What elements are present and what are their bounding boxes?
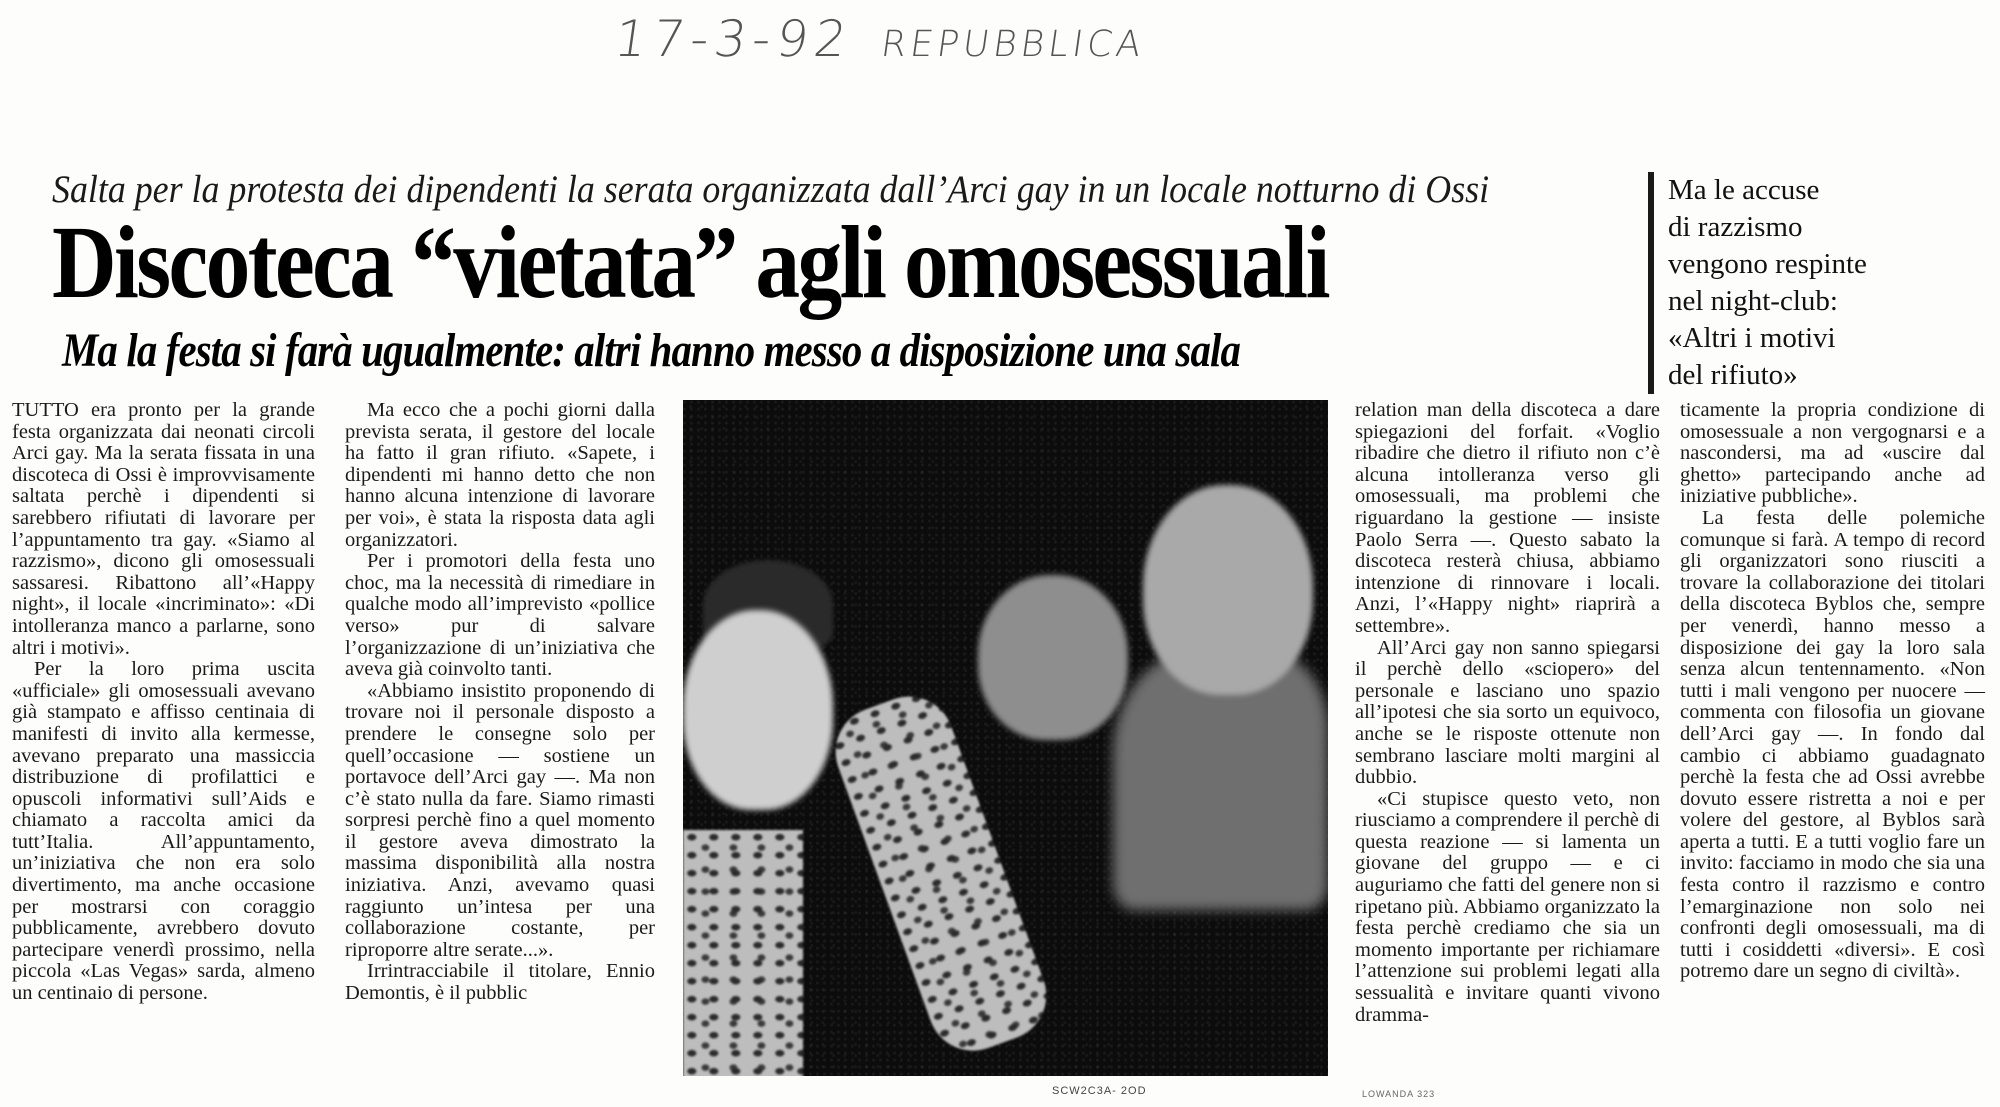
paragraph: «Abbiamo insistito proponendo di trovare noi il personale disposto a prendere le consegne solo per quell’occasione — sostiene un portavoce dell’Arci gay —. Ma non c’è stato nulla da fare. Siamo rimasti sorpresi perchè fino a quel momento il gestore aveva dimostrato la massima disponibilità alla nostra iniziativa. Anzi, avevamo quasi raggiunto un’intesa per una collaborazione costante, per riproporre altre serate...». (345, 679, 655, 961)
pull-quote-line: «Altri i motivi (1668, 322, 1836, 354)
photo-leopard-print-body (683, 830, 803, 1076)
paragraph: TUTTO era pronto per la grande festa organizzata dai neonati circoli Arci gay. Ma la serata fissata in una discoteca di Ossi è improvvisamente saltata perchè i dipendenti si sarebbero rifiutati di lavorare per l’appuntamento tra gay. «Siamo al razzismo», dicono gli omosessuali sassaresi. Ribattono all’«Happy night», il locale «incriminato»: «Di intolleranza manco a parlarne, sono altri i motivi». (12, 399, 315, 659)
annotation-date: 17-3-92 (610, 10, 857, 68)
article-column-1 (12, 400, 315, 1005)
pull-quote-line: vengono respinte (1668, 248, 1867, 280)
pull-quote-line: del rifiuto» (1668, 359, 1798, 391)
paragraph: relation man della discoteca a dare spiegazioni del forfait. «Voglio ribadire che dietro il rifiuto non c’è alcuna intolleranza verso gli omosessuali, ma problemi che riguardano la gestione — insiste Paolo Serra —. Questo sabato la discoteca resterà chiusa, abbiamo intenzione di rinnovare i locali. Anzi, l’«Happy night» riaprirà a settembre». (1355, 399, 1660, 637)
photo-code: SCW2C3A- 2OD (1052, 1085, 1147, 1097)
article-column-2 (345, 400, 655, 1005)
paragraph: Per i promotori della festa uno choc, ma la necessità di rimediare in qualche modo all’imprevisto «pollice verso» pur di salvare l’organizzazione di un’iniziativa che aveva già coinvolto tanti. (345, 550, 655, 681)
footer-mark: LOWANDA 323 (1362, 1089, 1436, 1099)
paragraph: ticamente la propria condizione di omosessuale a non vergognarsi e a nascondersi, ma ad «uscire dal ghetto» partecipando anche ad iniziative pubbliche». (1680, 399, 1985, 508)
paragraph: Per la loro prima uscita «ufficiale» gli omosessuali avevano già stampato e affisso centinaia di manifesti di invito alla kermesse, avevano preparato una massiccia distribuzione di profilattici e opuscoli informativi sull’Aids e chiamato a raccolta amici da tutt’Italia. All’appuntamento, un’iniziativa che non era solo divertimento, ma anche occasione per mostrarsi con coraggio pubblicamente, avrebbero dovuto partecipare venerdì prossimo, nella piccola «Las Vegas» sarda, almeno un centinaio di persone. (12, 658, 315, 1005)
annotation-publication: REPUBBLICA (878, 24, 1148, 65)
paragraph: All’Arci gay non sanno spiegarsi il perchè dello «sciopero» del personale e lasciano uno spazio all’ipotesi che sia sorto un equivoco, anche se le risposte ottenute non sembrano lasciare molti margini al dubbio. (1355, 636, 1660, 789)
paragraph: «Ci stupisce questo veto, non riusciamo a comprendere il perchè di questa reazione — si lamenta un giovane del gruppo — e ci auguriamo che fatti del genere non si ripetano più. Abbiamo organizzato la festa perchè crediamo che sia un momento importante per richiamare l’attenzione sui problemi legati alla sessualità e invitare quanti vivono dramma- (1355, 787, 1660, 1026)
article-kicker: Salta per la protesta dei dipendenti la serata organizzata dall’Arci gay in un locale notturno di Ossi (52, 168, 1490, 211)
sidebar-pull-quote (1648, 172, 1998, 394)
paragraph: Ma ecco che a pochi giorni dalla prevista serata, il gestore del locale ha fatto il gran rifiuto. «Sapete, i dipendenti mi hanno detto che non hanno alcuna intenzione di lavorare per voi», è stata la risposta data agli organizzatori. (345, 399, 655, 551)
pull-quote-line: Ma le accuse (1668, 174, 1820, 206)
pull-quote-line: nel night-club: (1668, 285, 1838, 317)
paragraph: Irrintracciabile il titolare, Ennio Demontis, è il pubblic (345, 960, 655, 1005)
article-column-4 (1680, 400, 1985, 983)
photo-figure-middle-face (978, 575, 1128, 740)
article-photo (683, 400, 1328, 1076)
article-headline: Discoteca “vietata” agli omosessuali (52, 205, 1328, 320)
handwritten-annotation (611, 10, 1150, 68)
article-subhead: Ma la festa si farà ugualmente: altri hanno messo a disposizione una sala (62, 324, 1241, 377)
paragraph: La festa delle polemiche comunque si farà. A tempo di record gli organizzatori sono riusciti a trovare la collaborazione dei titolari della discoteca Byblos che, sempre per venerdì, hanno messo a disposizione dei gay la loro sala senza alcun tentennamento. «Non tutti i mali vengono per nuocere — commenta con filosofia un giovane dell’Arci gay —. In fondo dal cambio ci abbiamo guadagnato perchè la festa che ad Ossi avrebbe dovuto essere ristretta a noi e per volere del gestore, al Byblos sarà aperta a tutti. E a tutti voglio fare un invito: facciamo in modo che sia una festa contro il razzismo e contro l’emarginazione non solo nei confronti degli omosessuali, ma di tutti i cosiddetti «diversi». E così potremo dare un segno di civiltà». (1680, 506, 1985, 983)
article-column-3 (1355, 400, 1660, 1026)
photo-figure-left-face (683, 610, 833, 810)
pull-quote-line: di razzismo (1668, 211, 1803, 243)
photo-figure-right-face (1143, 485, 1313, 695)
